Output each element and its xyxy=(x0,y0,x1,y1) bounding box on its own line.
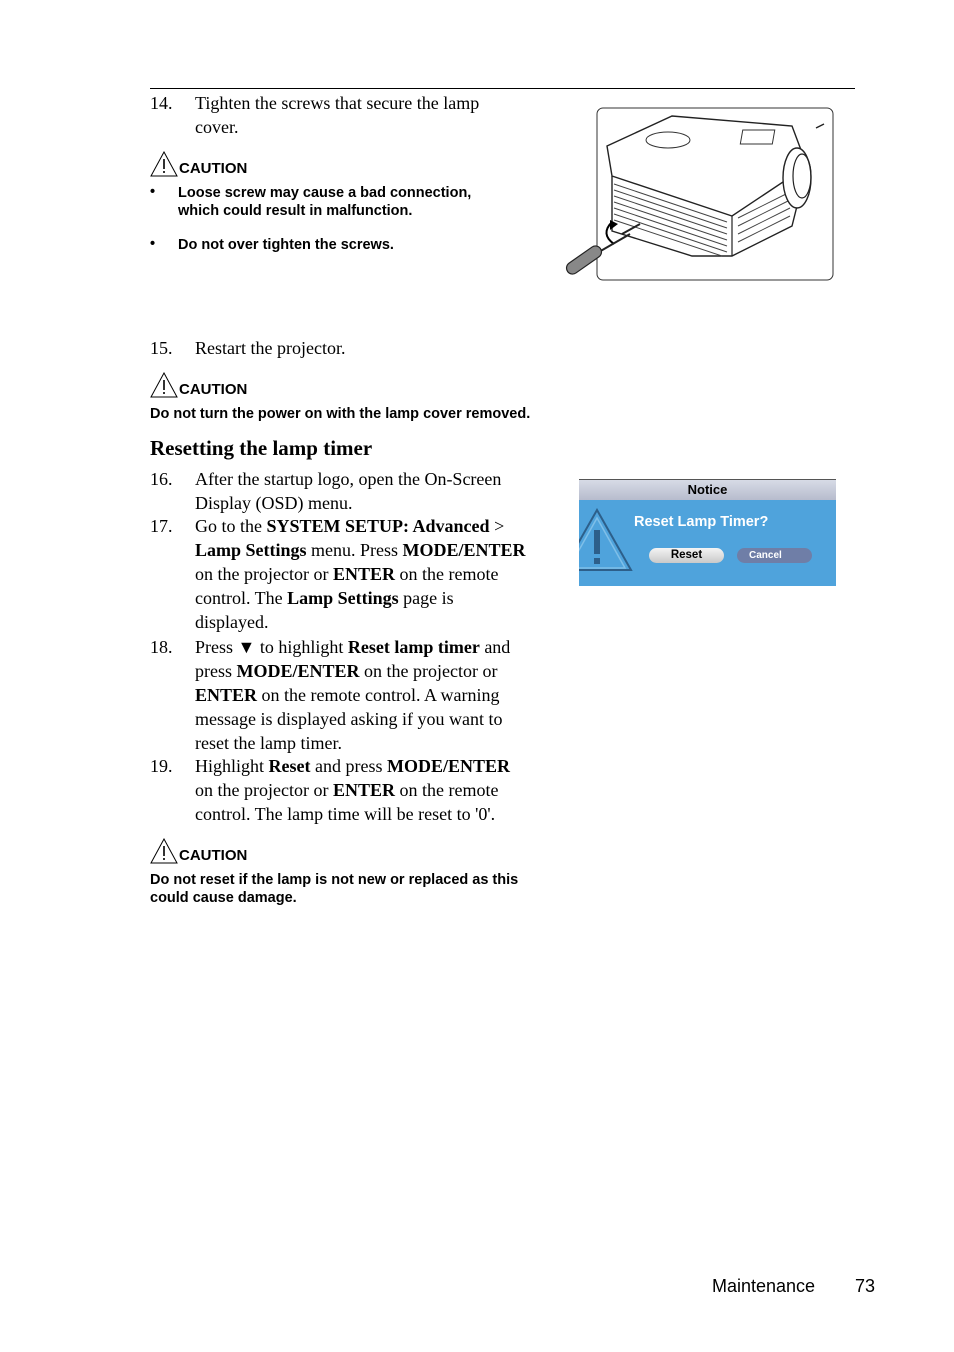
step-text: Display (OSD) menu. xyxy=(195,493,353,513)
step-number: 18. xyxy=(150,637,173,657)
down-arrow-icon: ▼ xyxy=(237,637,256,657)
caution-text: Do not reset if the lamp is not new or replaced as this could cause damage. xyxy=(150,872,519,906)
reset-button[interactable]: Reset xyxy=(649,548,724,563)
step-text: cover. xyxy=(195,117,239,137)
caution-text: Do not turn the power on with the lamp cover removed. xyxy=(150,406,531,422)
osd-notice-dialog xyxy=(579,479,836,586)
bullet: • xyxy=(150,184,156,200)
step-text: Tighten the screws that secure the lamp xyxy=(195,93,480,113)
warning-triangle-icon xyxy=(150,372,178,398)
caution-header: CAUTION xyxy=(150,836,247,864)
footer-section: Maintenance xyxy=(712,1276,816,1296)
projector-illustration xyxy=(562,106,836,298)
warning-triangle-icon xyxy=(579,508,635,572)
step-number: 15. xyxy=(150,338,173,358)
bullet: • xyxy=(150,236,156,252)
step-number: 16. xyxy=(150,469,173,489)
notice-title: Notice xyxy=(579,479,836,500)
caution-text: Loose screw may cause a bad connection, which could result in malfunction. xyxy=(178,185,472,219)
page-number: 73 xyxy=(855,1276,876,1296)
step-text: After the startup logo, open the On-Screen xyxy=(195,469,502,489)
warning-triangle-icon xyxy=(150,151,178,177)
step-number: 17. xyxy=(150,516,173,536)
step-number: 14. xyxy=(150,93,173,113)
step-number: 19. xyxy=(150,756,173,776)
section-heading: Resetting the lamp timer xyxy=(150,436,373,460)
header-rule xyxy=(150,88,855,89)
cancel-button[interactable]: Cancel xyxy=(737,548,812,563)
caution-header: CAUTION xyxy=(150,149,247,177)
step-text: Restart the projector. xyxy=(195,338,346,358)
warning-triangle-icon xyxy=(150,838,178,864)
caution-header: CAUTION xyxy=(150,370,247,398)
caution-text: Do not over tighten the screws. xyxy=(178,237,394,253)
notice-question: Reset Lamp Timer? xyxy=(634,514,769,530)
